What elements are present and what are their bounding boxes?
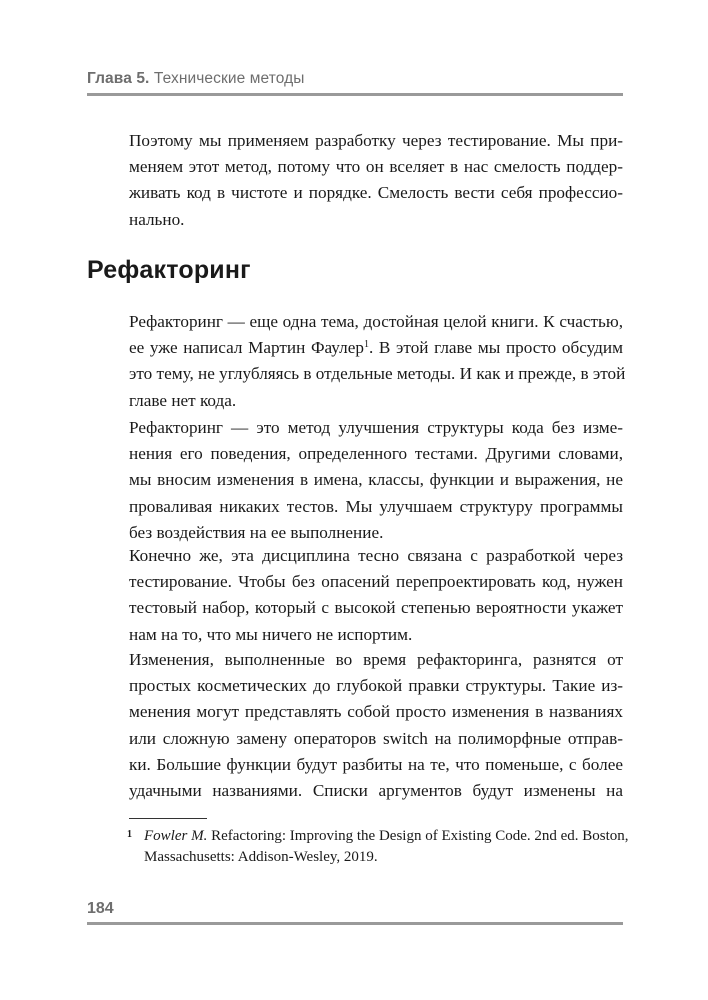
text-line: живать код в чистоте и порядке. Смелость вести себя профессио- [129,183,623,203]
text-line: мы вносим изменения в имена, классы, функции и выражения, не [129,470,623,490]
footnote-mark: 1 [127,829,132,840]
text-line: без воздействия на ее выполнение. [129,522,384,542]
text-line: Рефакторинг — еще одна тема, достойная целой книги. К счастью, [129,312,623,331]
refactoring-paragraph-2 [129,415,623,546]
text-line: главе нет кода. [129,390,237,410]
text-line: Поэтому мы применяем разработку через тестирование. Мы при- [129,131,623,150]
refactoring-paragraph-3 [129,543,623,648]
footnote-line [129,826,629,847]
text-line: простых косметических до глубокой правки структуры. Такие из- [129,676,623,696]
running-header [87,70,305,88]
footer-rule [87,922,623,925]
refactoring-paragraph-1 [129,309,626,414]
page-number: 184 [87,900,114,917]
intro-paragraph [129,128,623,233]
chapter-title: Технические методы [153,70,305,87]
header-rule [87,93,623,96]
text-line: это тему, не углубляясь в отдельные методы. И как и прежде, в этой [129,364,626,384]
text-line: проваливая никаких тестов. Мы улучшаем структуру программы [129,496,623,516]
footnote-text: Refactoring: Improving the Design of Existing Code. 2nd ed. Boston, [207,828,629,844]
footnote [127,826,629,868]
text-fragment: . В этой главе мы просто обсудим [368,338,624,358]
footnote-reference[interactable]: 1 [363,339,369,351]
text-line: Конечно же, эта дисциплина тесно связана с разработкой через [129,546,623,565]
text-line: нам на то, что мы ничего не испортим. [129,624,413,644]
text-line: нения его поведения, определенного тестами. Другими словами, [129,444,623,464]
text-line: или сложную замену операторов switch на полиморфные отправ- [129,728,623,748]
text-line: ки. Большие функции будут разбиты на те, что поменьше, с более [129,754,623,774]
footnote-line: Massachusetts: Addison-Wesley, 2019. [144,849,378,865]
text-line: тестовый набор, который с высокой степенью вероятности укажет [129,598,623,618]
text-line: нально. [129,209,185,229]
footnote-author: Fowler M. [144,828,208,844]
text-line-with-footnote-ref [129,335,623,361]
text-fragment: ее уже написал Мартин Фаулер [129,338,364,358]
footnote-separator [129,818,207,819]
text-line: Рефакторинг — это метод улучшения структуры кода без изме- [129,418,623,437]
text-line: удачными названиями. Списки аргументов будут изменены на [129,781,623,801]
text-line: меняем этот метод, потому что он вселяет в нас смелость поддер- [129,157,623,177]
text-line: Изменения, выполненные во время рефакторинга, разнятся от [129,650,623,669]
text-line: тестирование. Чтобы без опасений перепроектировать код, нужен [129,572,623,592]
section-heading: Рефакторинг [87,256,251,284]
refactoring-paragraph-4 [129,647,623,804]
text-line: менения могут представлять собой просто изменения в названиях [129,702,623,722]
chapter-label: Глава 5. [87,70,150,87]
